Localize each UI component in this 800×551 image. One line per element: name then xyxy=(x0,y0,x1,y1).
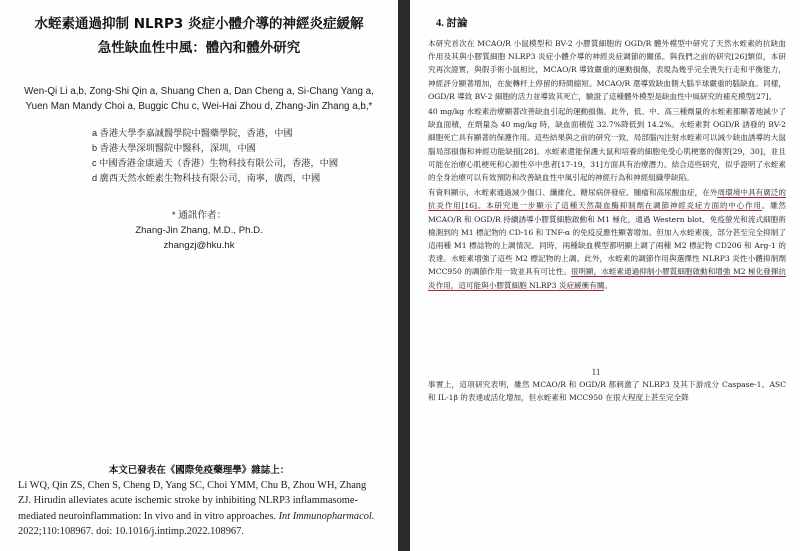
section-heading: 4. 討論 xyxy=(436,18,468,29)
affiliation-list xyxy=(18,126,380,186)
citation-journal: Int Immunopharmacol. xyxy=(278,510,375,522)
para3-start: 有資料顯示，水蛭素通過減少傷口、纖維化、糖尿病併發症、腫瘤和高尿酸血症，在外 xyxy=(428,188,718,198)
authors-line1: Wen-Qi Li a,b, Zong-Shi Qin a, Shuang Chen a, Dan Cheng a, Si-Chang Yang a, xyxy=(24,86,374,97)
page-gutter xyxy=(398,0,410,551)
citation-authors-title: Li WQ, Qin ZS, Chen S, Cheng D, Yang SC, Choi YMM, Chu B, Zhou WH, Zhang ZJ. Hirudin alleviates acute ischemic stroke by inhibiting NLRP3 inflammasome-mediated neuroinflammation: In vivo and in vitro approaches. xyxy=(18,480,367,522)
affiliation-a: a 香港大學李嘉誠醫學院中醫藥學院，香港，中國 xyxy=(92,128,293,138)
page-number: 11 xyxy=(591,367,601,377)
left-page xyxy=(0,0,398,551)
paper-title-line2: 急性缺血性中風：體內和體外研究 xyxy=(97,40,301,56)
discussion-paragraph-1: 本研究首次在 MCAO/R 小鼠模型和 BV-2 小膠質細胞的 OGD/R 體外模型中研究了天然水蛭素的抗缺血作用及其與小膠質細胞 NLRP3 炎症小體介導的神經炎症調節的關係。與我們之前的研究[26]類似，本研究再次證實，與假手術小鼠相比，MCAO/R 導致嚴重的運動損傷，表現為幾乎完全喪失行走和平衡能力，神經評分顯著增加，在旋轉杆上停留的時間縮短。MCAO/R 還導致缺血側大腦半球嚴重的腦缺血。同樣，OGD/R 導致 BV-2 細胞的活力並導致其死亡，驗證了這種體外模型是缺血性中風研究的補充模型[27]。 xyxy=(428,39,786,101)
discussion-paragraph-3 xyxy=(428,186,786,292)
discussion-paragraph-2: 40 mg/kg 水蛭素治療顯著改善缺血引起的運動損傷。此外，低、中、高三種劑量的水蛭素都顯著地減少了缺血面積，在劑量為 40 mg/kg 時，缺血面積從 32.7%降低到 14.2%。水蛭素對 OGD/R 誘發的 BV-2 細胞死亡具有顯著的保護作用。這些結果與之前的研究一致，局部腦內注射水蛭素可以減少缺血誘導的大鼠腦局部損傷和神經功能缺損[28]。水蛭素還能保護大鼠和培養的細胞免受心肌梗塞的傷害[29，30]，並且可能在治療心肌梗死和心源性卒中患者[17-19，31]方面具有治療潛力。結合這些研究，似乎證明了水蛭素的全身治療可以有效預防和改善缺血性中風引起的神經行為和神經組織學缺陷。 xyxy=(428,107,786,183)
affiliation-b: b 香港大學深圳醫院中醫科，深圳，中國 xyxy=(92,143,256,153)
para3-end: 。 xyxy=(604,280,613,290)
highlight-underline-3: 很明顯，水蛭素通過抑制小膠質細胞啟動和增強 M2 極化發揮抗炎作 xyxy=(428,267,786,290)
para3-middle: 。雖然 MCAO/R 和 OGD/R 持續誘導小膠質細胞啟動和 M1 極化，通過 Western blot、免疫螢光和流式細胞術檢測到的 M1 標記物的 CD-16 和 TNF-α 的免疫反應性顯著增加。但加入水蛭素後，部分甚至完全抑制了這兩種 M1 標誌物的上調情況。同時，兩種缺血模型都明顯上調了兩種 M2 標記物 CD206 和 Arg-1 的表達。水蛭素增強了這些 M2 標記物的上調。此外，水蛭素的調節作用與選擇性 NLRP3 炎性小體抑制劑 MCC950 的調節作用一致並具有可比性。 xyxy=(428,201,787,277)
right-page xyxy=(410,0,800,551)
discussion-paragraph-4: 事實上，這項研究表明，雖然 MCAO/R 和 OGD/R 都刺激了 NLRP3 及其下游成分 Caspase-1、ASC 和 IL-1β 的表達或活化增加，但水蛭素和 MCC950 在很大程度上甚至完全降 xyxy=(428,380,786,403)
highlight-underline-2: 炎症方面的中心作用 xyxy=(686,201,762,211)
paper-title-line1: 水蛭素通過抑制 NLRP3 炎症小體介導的神經炎症緩解 xyxy=(34,16,364,32)
highlight-underline-1: 周環境中具有廣泛的抗炎作用[16]。本研究進一步顯示了這種天然凝血酶抑制劑在調節神經 xyxy=(428,188,787,211)
publication-heading: 本文已發表在《國際免疫藥理學》雜誌上： xyxy=(108,465,290,476)
corr-name: Zhang-Jin Zhang, M.D., Ph.D. xyxy=(135,225,263,236)
corresponding-author xyxy=(18,208,380,253)
citation-details: 2022;110:108967. doi: 10.1016/j.intimp.2022.108967. xyxy=(18,526,244,538)
affiliation-d: d 廣西天然水蛭素生物科技有限公司，南寧，廣西，中國 xyxy=(92,173,321,183)
highlight-underline-4: 用，這可能與小膠質細胞 NLRP3 炎症緩衝有關 xyxy=(443,280,605,290)
citation xyxy=(18,478,378,540)
corr-email: zhangzj@hku.hk xyxy=(163,240,235,251)
corr-label: * 通訊作者： xyxy=(171,210,227,221)
author-list xyxy=(18,84,380,114)
authors-line2: Yuen Man Mandy Choi a, Buggic Chu c, Wei-Hai Zhou d, Zhang-Jin Zhang a,b,* xyxy=(25,101,373,112)
affiliation-c: c 中國香港金康通天（香港）生物科技有限公司，香港，中國 xyxy=(92,158,339,168)
